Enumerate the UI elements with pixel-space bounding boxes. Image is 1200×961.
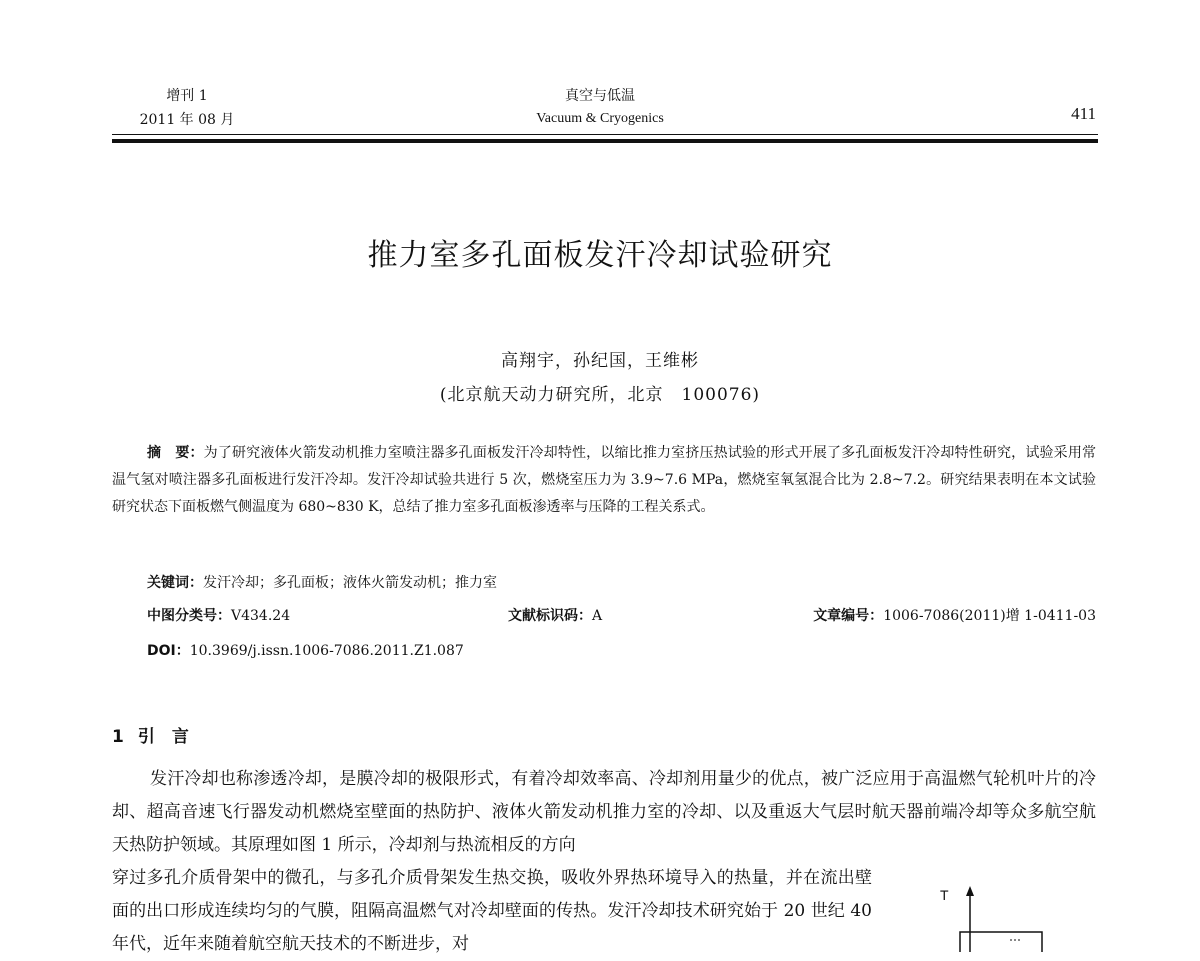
body-paragraph-2: 穿过多孔介质骨架中的微孔，与多孔介质骨架发生热交换，吸收外界热环境导入的热量，并在流出壁面的出口形成连续均匀的气膜，阻隔高温燃气对冷却壁面的传热。发汗冷却技术研究始于 20 世纪 40 年代，近年来随着航空航天技术的不断进步，对 [112,868,872,954]
journal-name-en: Vacuum & Cryogenics [536,111,664,126]
section-heading [112,722,189,747]
issue-date: 2011 年 08 月 [139,112,235,128]
doc-code [508,605,602,625]
keywords-text: 发汗冷却；多孔面板；液体火箭发动机；推力室 [203,575,497,591]
authors: 高翔宇，孙纪国，王维彬 [501,351,699,371]
abstract [112,440,1096,521]
article-number [813,605,1096,625]
header-rule-thin [112,134,1098,135]
body-paragraph-1: 发汗冷却也称渗透冷却，是膜冷却的极限形式，有着冷却效率高、冷却剂用量少的优点，被广泛应用于高温燃气轮机叶片的冷却、超高音速飞行器发动机燃烧室壁面的热防护、液体火箭发动机推力室的冷却、以及重返大气层时航天器前端冷却等众多航空航天热防护领域。其原理如图 1 所示，冷却剂与热流相反的方向 [112,769,1096,855]
doi-label: DOI： [147,643,190,659]
classification-value: V434.24 [231,608,291,624]
issue-label: 增刊 1 [166,88,208,104]
affiliation: (北京航天动力研究所，北京 100076) [439,385,761,405]
article-number-value: 1006-7086(2011)增 1-0411-03 [883,608,1096,624]
figure-1-partial [930,880,1090,952]
paper-title: 推力室多孔面板发汗冷却试验研究 [367,238,833,273]
figure-axis-label: T [940,887,949,903]
figure-box [960,932,1042,952]
header-rule-thick [112,139,1098,143]
section-title: 引 言 [137,727,189,747]
doi [147,640,464,660]
classification-label: 中图分类号： [147,608,231,624]
abstract-label: 摘 要： [147,445,204,461]
doi-value: 10.3969/j.issn.1006-7086.2011.Z1.087 [189,643,464,659]
keywords-label: 关键词： [147,575,203,591]
abstract-text: 为了研究液体火箭发动机推力室喷注器多孔面板发汗冷却特性，以缩比推力室挤压热试验的形式开展了多孔面板发汗冷却特性研究，试验采用常温气氢对喷注器多孔面板进行发汗冷却。发汗冷却试验共进行 5 次，燃烧室压力为 3.9~7.6 MPa，燃烧室氧氢混合比为 2.8~7.2。研究结果表明在本文试验研究状态下面板燃气侧温度为 680~830 K，总结了推力室多孔面板渗透率与压降的工程关系式。 [112,445,1097,515]
page-number: 411 [1071,104,1096,123]
article-number-label: 文章编号： [813,608,884,624]
classification [147,605,290,625]
section-number: 1 [112,727,124,747]
figure-axis-arrow [966,886,974,896]
journal-name-cn: 真空与低温 [565,88,635,104]
keywords [147,572,497,592]
doc-code-value: A [592,608,603,624]
doc-code-label: 文献标识码： [508,608,592,624]
